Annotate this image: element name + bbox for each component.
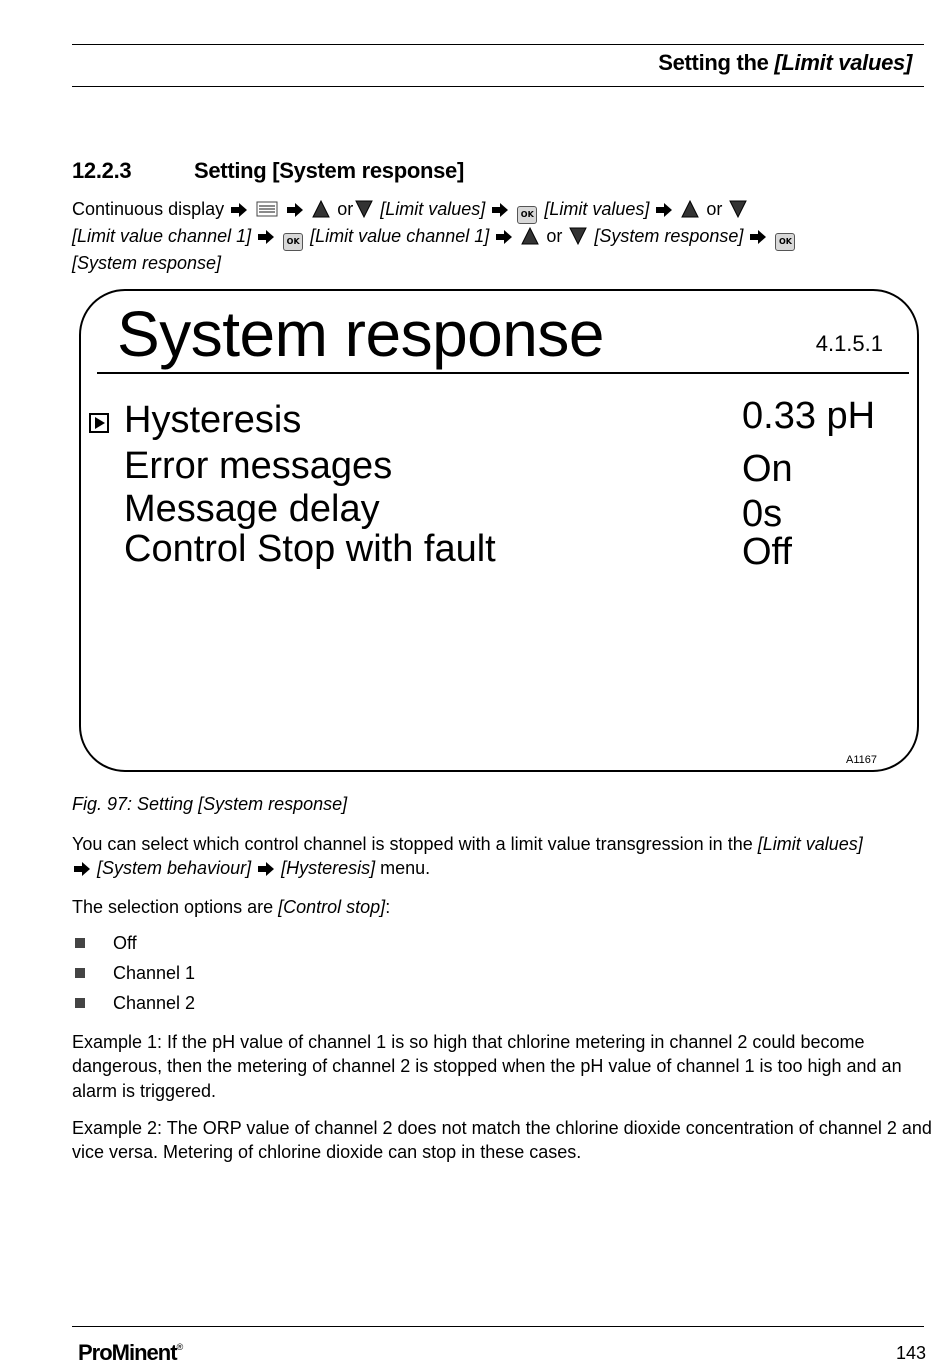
ok-key-icon: OK: [283, 233, 303, 251]
paragraph-options: The selection options are [Control stop]:: [72, 897, 391, 917]
arrow-right-icon: [74, 862, 90, 876]
bullet-square-icon: [75, 938, 85, 948]
display-title: System response: [117, 298, 604, 370]
bullet-square-icon: [75, 968, 85, 978]
menu-code: 4.1.5.1: [815, 331, 883, 356]
up-key-icon: [312, 200, 330, 218]
arrow-right-icon: [496, 230, 512, 244]
paragraph-example-2: Example 2: The ORP value of channel 2 does not match the chlorine dioxide concentration of channel 2 and vice versa. Metering of chlorine dioxide can stop in these cases.: [72, 1118, 932, 1163]
running-header: Setting the [Limit values]: [658, 50, 912, 75]
page-number: 143: [895, 1343, 926, 1363]
ok-key-icon: OK: [775, 233, 795, 251]
paragraph-example-1: Example 1: If the pH value of channel 1 is so high that chlorine metering in channel 2 could become dangerous, then the metering of channel 2 is stopped when the pH value of channel 1 is too high and an alarm is triggered.: [72, 1032, 902, 1101]
figure-caption: Fig. 97: Setting [System response]: [72, 794, 348, 814]
arrow-right-icon: [750, 230, 766, 244]
paragraph-intro: You can select which control channel is stopped with a limit value transgression in the [Limit values] [System behaviour] [Hysteresis] menu.: [72, 834, 863, 879]
menu-item-value: On: [742, 448, 793, 490]
arrow-right-icon: [287, 203, 303, 217]
menu-key-icon: [256, 201, 278, 219]
selection-cursor-icon: [89, 413, 109, 433]
arrow-right-icon: [258, 230, 274, 244]
menu-item-label[interactable]: Message delay: [124, 488, 380, 530]
ok-key-icon: OK: [517, 206, 537, 224]
header-rule-bottom: [72, 86, 924, 87]
up-key-icon: [521, 227, 539, 245]
header-rule-top: [72, 44, 924, 45]
navigation-path: Continuous display or [Limit values] OK [Limit values] or [Limit value channel 1] OK [Limit value channel 1] or [System response] OK [System response]: [72, 197, 932, 276]
arrow-right-icon: [258, 862, 274, 876]
figure-reference: A1167: [846, 754, 877, 766]
bullet-square-icon: [75, 998, 85, 1008]
section-number: 12.2.3: [72, 158, 132, 183]
menu-item-label[interactable]: Hysteresis: [124, 399, 302, 441]
section-heading: [72, 158, 464, 184]
menu-item-label[interactable]: Error messages: [124, 445, 393, 487]
display-divider: [97, 372, 909, 374]
menu-item-value: 0s: [742, 493, 783, 535]
up-key-icon: [681, 200, 699, 218]
menu-item-value: 0.33 pH: [742, 395, 876, 437]
section-title: Setting [System response]: [194, 158, 465, 183]
down-key-icon: [355, 200, 373, 218]
arrow-right-icon: [492, 203, 508, 217]
menu-item-label[interactable]: Control Stop with fault: [124, 528, 496, 570]
brand-logo: ProMinent®: [78, 1340, 184, 1365]
arrow-right-icon: [656, 203, 672, 217]
device-display: [79, 289, 919, 772]
down-key-icon: [569, 227, 587, 245]
menu-item-value: Off: [742, 531, 792, 573]
arrow-right-icon: [231, 203, 247, 217]
down-key-icon: [729, 200, 747, 218]
footer-rule: [72, 1326, 924, 1327]
